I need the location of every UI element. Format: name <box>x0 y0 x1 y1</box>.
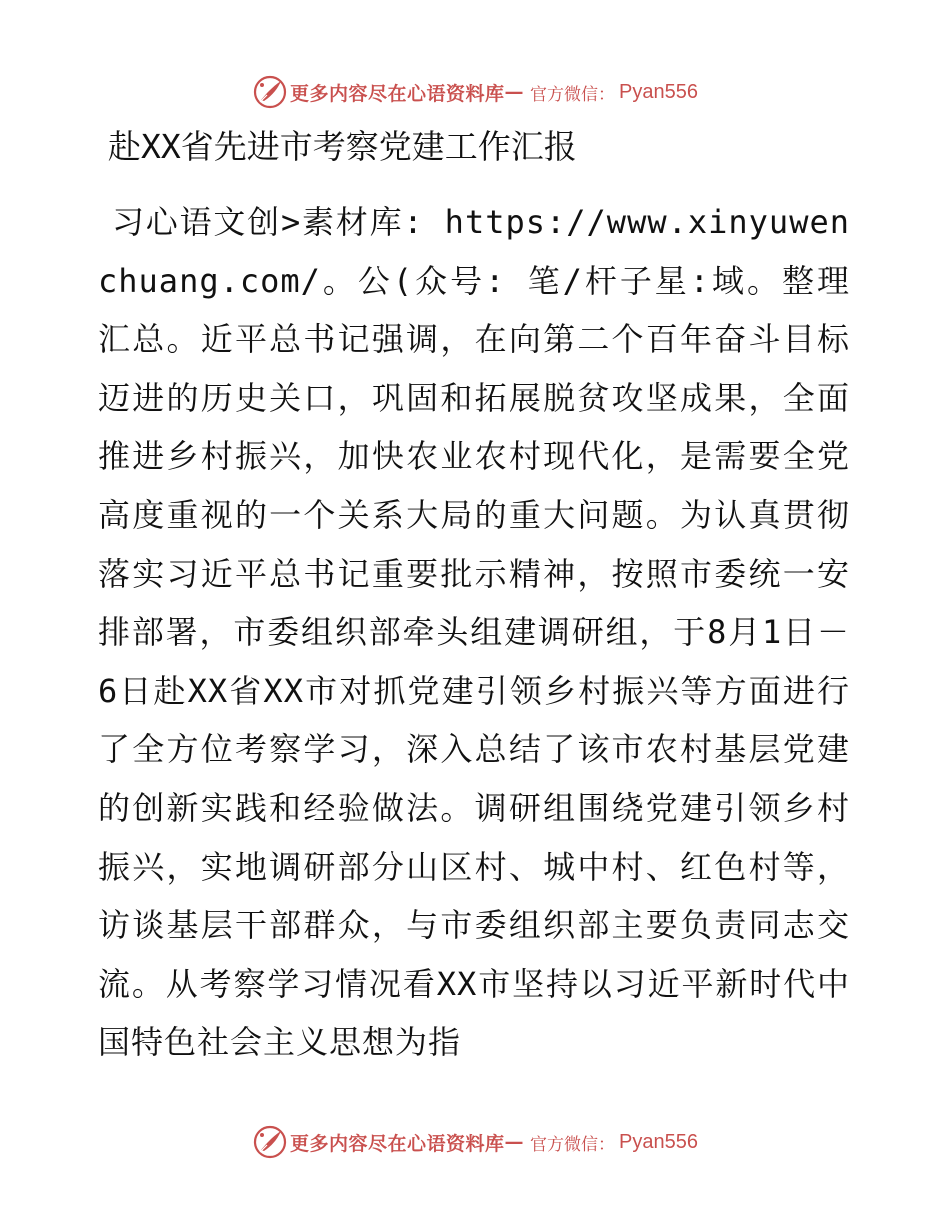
banner-wechat-id: Pyan556 <box>619 80 698 103</box>
feather-pen-logo-icon <box>252 1124 288 1160</box>
document-body-paragraph: 习心语文创>素材库: https://www.xinyuwenchuang.com/。公(众号: 笔/杆子星:域。整理汇总。近平总书记强调，在向第二个百年奋斗目标迈进的历史关口，巩固和拓展脱贫攻坚成果，全面推进乡村振兴，加快农业农村现代化，是需要全党高度重视的一个关系大局的重大问题。为认真贯彻落实习近平总书记重要批示精神，按照市委统一安排部署，市委组织部牵头组建调研组，于8月1日－6日赴XX省XX市对抓党建引领乡村振兴等方面进行了全方位考察学习，深入总结了该市农村基层党建的创新实践和经验做法。调研组围绕党建引领乡村振兴，实地调研部分山区村、城中村、红色村等，访谈基层干部群众，与市委组织部主要负责同志交流。从考察学习情况看XX市坚持以习近平新时代中国特色社会主义思想为指 <box>98 203 850 1062</box>
footer-banner <box>0 1122 950 1162</box>
banner-wechat-label: 官方微信： <box>530 84 616 105</box>
document-title: 赴XX省先进市考察党建工作汇报 <box>108 127 577 166</box>
banner-brand-text: 更多内容尽在心语资料库 <box>290 82 505 105</box>
header-banner <box>0 72 950 112</box>
banner-separator: — <box>504 1131 525 1153</box>
banner-wechat-id: Pyan556 <box>619 1130 698 1153</box>
banner-brand-text: 更多内容尽在心语资料库 <box>290 1132 505 1155</box>
banner-wechat-label: 官方微信： <box>530 1134 616 1155</box>
banner-separator: — <box>504 81 525 103</box>
feather-pen-logo-icon <box>252 74 288 110</box>
